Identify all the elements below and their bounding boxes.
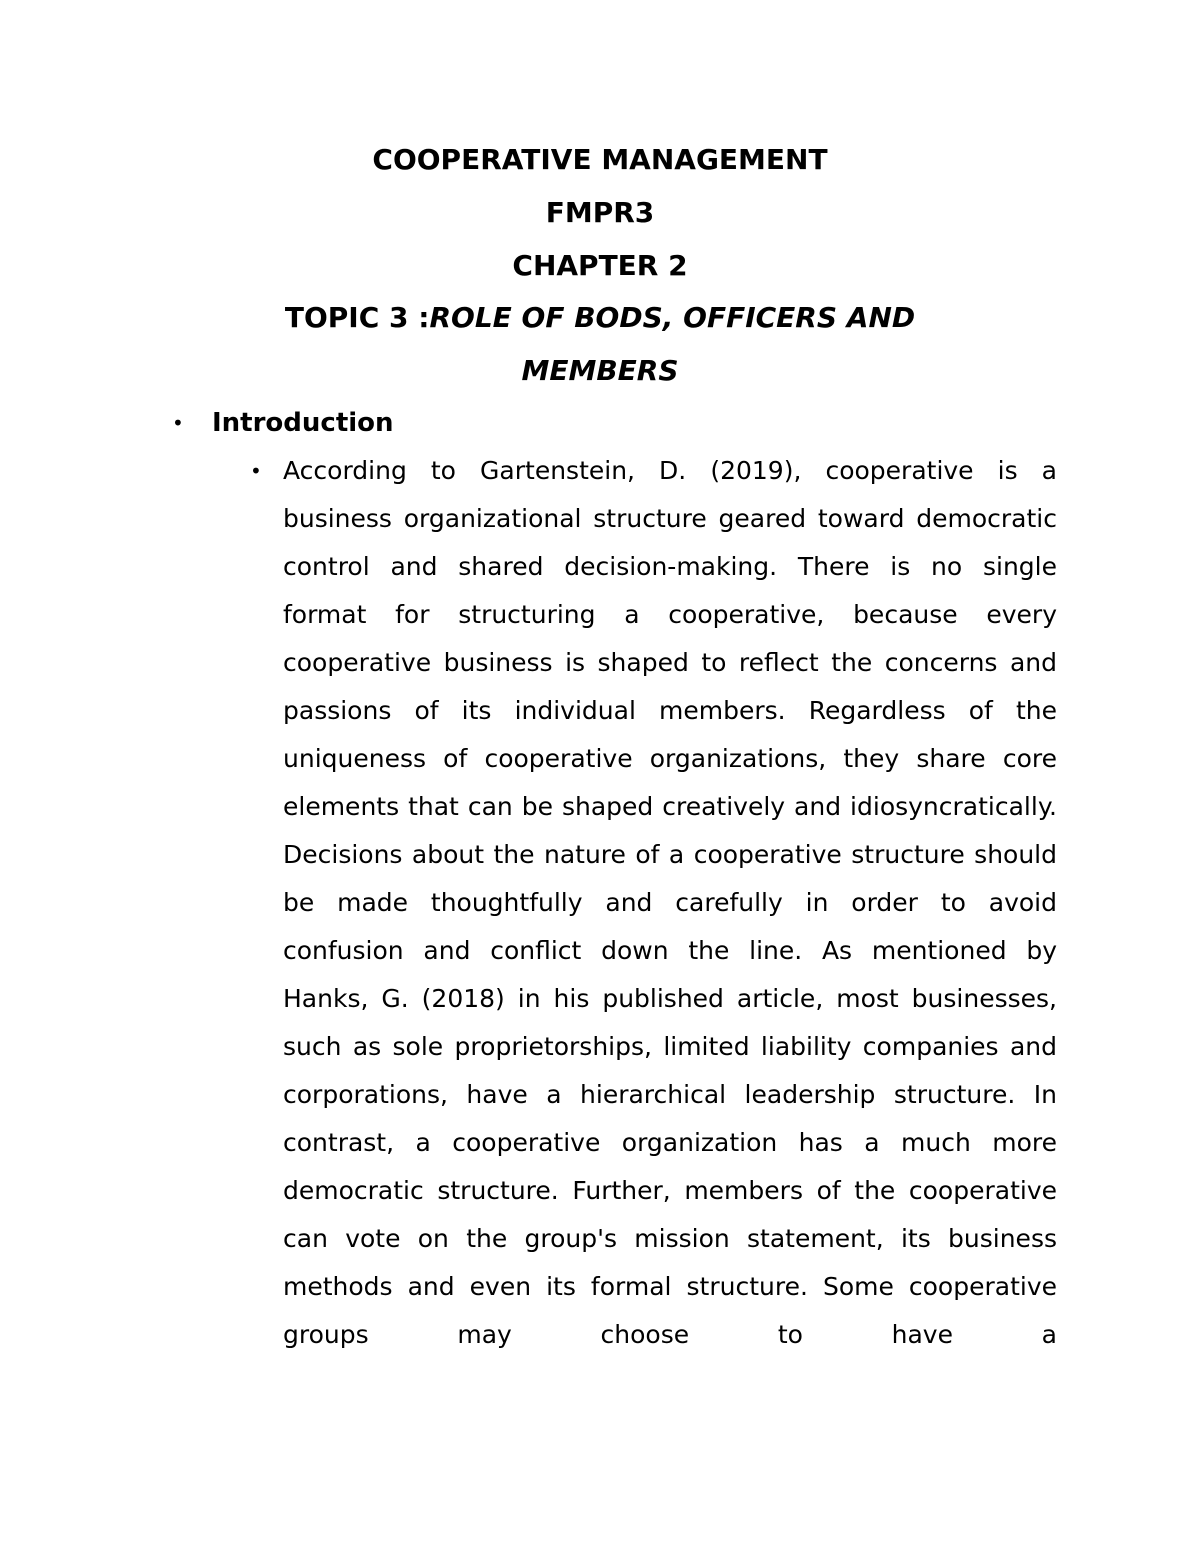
topic-heading <box>0 294 1200 342</box>
topic-heading-continued <box>0 347 1200 395</box>
introduction-paragraph: According to Gartenstein, D. (2019), cooperative is a business organizational structure geared toward democratic control and shared decision-making. There is no single format for structuring a cooperative, because every cooperative business is shaped to reflect the concerns and passions of its individual members. Regardless of the uniqueness of cooperative organizations, they share core elements that can be shaped creatively and idiosyncratically. Decisions about the nature of a cooperative structure should be made thoughtfully and carefully in order to avoid confusion and conflict down the line. As mentioned by Hanks, G. (2018) in his published article, most businesses, such as sole proprietorships, limited liability companies and corporations, have a hierarchical leadership structure. In contrast, a cooperative organization has a much more democratic structure. Further, members of the cooperative can vote on the group's mission statement, its business methods and even its formal structure. Some cooperative groups may choose to have a <box>283 456 1057 1349</box>
topic-prefix: TOPIC 3 : <box>284 301 430 334</box>
course-title: COOPERATIVE MANAGEMENT <box>372 143 828 176</box>
topic-title: ROLE OF BODS, OFFICERS AND <box>429 301 916 334</box>
chapter-heading: CHAPTER 2 <box>512 249 688 282</box>
bullet-icon: • <box>250 459 262 483</box>
bullet-icon: • <box>172 411 184 435</box>
topic-title-continued: MEMBERS <box>521 354 679 387</box>
section-heading-introduction: Introduction <box>212 408 394 438</box>
course-code: FMPR3 <box>545 196 655 229</box>
